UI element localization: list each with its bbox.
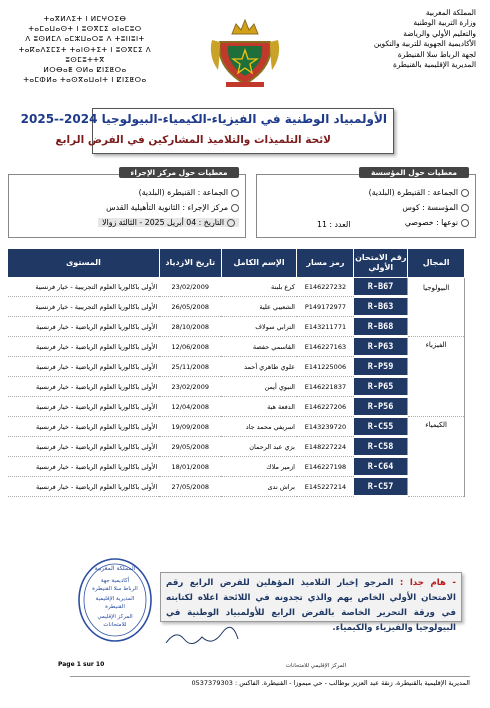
note-text: المرجو إخبار التلاميذ المؤهلين للفرض الرابع رقم الامتحان الأولي الخاص بهم والذي تجدونه في اللائحة اعلاه لكتابته في ورقة التحرير الخاصة بالفرض الرابع للأولمبياد الوطنية في البيولوجيا والفيزياء والكيمياء. [166,578,456,633]
institution-commune: الجماعة : القنيطرة (البلدية) [368,188,458,197]
massar-code: P149172977 [297,297,354,317]
ministry-header-arabic [326,8,476,70]
institution-count: العدد : 11 [317,220,351,229]
official-stamp-icon [76,556,154,644]
student-name: الدفعة هبة [221,397,297,417]
table-row [8,437,465,457]
massar-code: E146227198 [297,457,354,477]
ministry-header-tifinagh [10,14,160,85]
signature-icon [162,625,242,651]
student-name: القاسمي حفصة [221,337,297,357]
header-line: ⵜⴰⴳⵍⴷⵉⵜ ⵏ ⵍⵎⵖⵔⵉⴱ [43,14,127,23]
student-name: الشعيبي علية [221,297,297,317]
coat-of-arms-icon [206,12,284,90]
field-cell: الفيزياء [408,337,465,417]
exam-center-panel-header: معطيات حول مركز الإجراء [119,167,239,178]
table-row [8,397,465,417]
page-number: Page 1 sur 10 [58,661,105,668]
participants-table [7,248,465,498]
level: الأولى باكالوريا العلوم الرياضية - خيار فرنسية [8,377,160,397]
student-name: اسريفي محمد جاد [221,417,297,437]
document-title-box [20,108,394,154]
footer-center-label: المركز الإقليمي للامتحانات [285,663,347,669]
table-header-row [8,249,465,278]
institution-school: المؤسسة : كوس [402,203,458,212]
table-row [8,357,465,377]
table-row [8,457,465,477]
level: الأولى باكالوريا العلوم الرياضية - خيار فرنسية [8,317,160,337]
header-line: ⵜⴰⴽⴰⴷⵉⵎⵉⵜ ⵜⴰⵏⵙⵜⵉⵜ ⵏ ⵓⵙⴳⵎⵉ ⴷ ⵓⵙⵎⵓⵜⵜⴳ [18,44,152,64]
massar-code: E148227224 [297,437,354,457]
title-line-2: لائحة التلميذات والتلاميذ المشاركين في الفرض الرابع [55,134,331,146]
center-date: التاريخ : 04 أبريل 2025 - الثالثة زوالا [102,218,224,227]
level: الأولى باكالوريا العلوم التجريبية - خيار فرنسية [8,297,160,317]
column-header: الإسم الكامل [221,249,297,278]
birth-date: 28/10/2008 [159,317,221,337]
header-line: لجهة الرباط سلا القنيطرة [397,49,476,59]
exam-code: R-P56 [354,397,408,417]
birth-date: 23/02/2009 [159,377,221,397]
massar-code: E146227163 [297,337,354,357]
header-line: الأكاديمية الجهوية للتربية والتكوين [373,39,476,49]
birth-date: 25/11/2008 [159,357,221,377]
stamp-line: القنيطرة [105,604,125,610]
level: الأولى باكالوريا العلوم الرياضية - خيار فرنسية [8,477,160,497]
stamp-line: المركز الإقليمي [97,614,133,620]
birth-date: 12/04/2008 [159,397,221,417]
column-header: تاريخ الازدياد [159,249,221,278]
birth-date: 26/05/2008 [159,297,221,317]
header-line: المملكة المغربية [425,8,476,17]
level: الأولى باكالوريا العلوم الرياضية - خيار فرنسية [8,437,160,457]
birth-date: 29/05/2008 [159,437,221,457]
stamp-line: الرباط سلا القنيطرة [92,586,138,592]
column-header: المستوى [8,249,160,278]
level: الأولى باكالوريا العلوم الرياضية - خيار فرنسية [8,457,160,477]
column-header: رمز مسار [297,249,354,278]
student-name: بزي عبد الرحمان [221,437,297,457]
level: الأولى باكالوريا العلوم الرياضية - خيار فرنسية [8,337,160,357]
massar-code: E145227214 [297,477,354,497]
birth-date: 19/09/2008 [159,417,221,437]
table-row [8,477,465,497]
massar-code: E143211771 [297,317,354,337]
exam-code: R-C64 [354,457,408,477]
institution-school-row [402,203,469,212]
header-line: والتعليم الأولي والرياضة [403,28,476,38]
table-row [8,377,465,397]
table-row [8,337,465,357]
level: الأولى باكالوريا العلوم الرياضية - خيار فرنسية [8,357,160,377]
note-prefix: - هام جدا : [399,578,456,588]
radio-icon [231,189,239,197]
student-name: براش ندى [221,477,297,497]
radio-icon [461,204,469,212]
level: الأولى باكالوريا العلوم الرياضية - خيار فرنسية [8,417,160,437]
exam-code: R-B67 [354,278,408,297]
exam-center-panel [8,168,246,238]
institution-panel [256,168,476,238]
level: الأولى باكالوريا العلوم التجريبية - خيار فرنسية [8,278,160,297]
birth-date: 27/05/2008 [159,477,221,497]
field-cell: الكيمياء [408,417,465,497]
header-line: وزارة التربية الوطنية [413,18,476,28]
student-name: النبوي أيمن [221,377,297,397]
center-commune: الجماعة : القنيطرة (البلدية) [138,188,228,197]
radio-icon [231,204,239,212]
stamp-top-text: المملكة المغربية [94,565,136,572]
header-line: ⵍⵔⴱⴰⵟ ⵙⵍⴰ ⵇⵏⵉⵟⵔⴰ [43,65,127,75]
important-note-box [160,572,462,633]
massar-code: E143239720 [297,417,354,437]
exam-code: R-C55 [354,417,408,437]
birth-date: 23/02/2009 [159,278,221,297]
header-line: ⵜⴰⵎⵀⵍⴰ ⵜⴰⵙⴳⴰⵡⴰⵏⵜ ⵏ ⵇⵏⵉⵟⵔⴰ [23,75,147,85]
birth-date: 12/06/2008 [159,337,221,357]
table-row [8,278,465,297]
exam-code: R-P59 [354,357,408,377]
column-header: المجال [408,249,465,278]
student-name: كرع بلبنة [221,278,297,297]
exam-code: R-P63 [354,337,408,357]
massar-code: E146227206 [297,397,354,417]
level: الأولى باكالوريا العلوم الرياضية - خيار فرنسية [8,397,160,417]
institution-type: نوعها : خصوصي [404,218,458,227]
student-name: علوي طاهري أحمد [221,357,297,377]
exam-code: R-C58 [354,437,408,457]
footer-address: المديرية الإقليمية بالقنيطرة، زنقة عبد العزيز بوطالب - حي ميموزا - القنيطرة. الفاكس : 0537379303 [70,676,470,687]
center-date-row [98,218,239,227]
massar-code: E146227232 [297,278,354,297]
column-header: رقم الامتحان الأولي [354,249,408,278]
center-commune-row [139,188,239,197]
exam-code: R-B68 [354,317,408,337]
table-row [8,317,465,337]
center-name-row [106,203,239,212]
massar-code: E141225006 [297,357,354,377]
stamp-line: للامتحانات [103,622,127,628]
header-line: ⵜⴰⵎⴰⵡⴰⵙⵜ ⵏ ⵓⵙⴳⵎⵉ ⴰⵏⴰⵎⵓⵔ [28,24,142,34]
exam-code: R-C57 [354,477,408,497]
radio-icon [461,189,469,197]
table-row [8,417,465,437]
exam-code: R-B63 [354,297,408,317]
radio-icon [461,219,469,227]
student-name: ازمير ملاك [221,457,297,477]
radio-icon [227,219,235,227]
institution-type-row [405,218,469,227]
stamp-line: أكاديمية جهة [100,578,130,584]
institution-commune-row [369,188,469,197]
header-line: المديرية الإقليمية بالقنيطرة [392,60,476,70]
field-cell: البيولوجيا [408,278,465,337]
header-line: ⴷ ⵓⵙⵍⵎⴷ ⴰⵎⵣⵡⴰⵔⵓ ⴷ ⵜⵓⵏⵏⵓⵏⵜ [25,34,145,44]
institution-panel-header: معطيات حول المؤسسة [359,167,469,178]
center-name: مركز الإجراء : الثانوية التأهيلية القدس [106,203,228,212]
table-row [8,297,465,317]
title-line-1: الأولمبياد الوطنية في الفيزياء-الكيمياء-البيولوجيا 2024--2025 [20,112,387,126]
student-name: الترابي سولاف [221,317,297,337]
massar-code: E146221837 [297,377,354,397]
exam-code: R-P65 [354,377,408,397]
stamp-line: المديرية الإقليمية [95,596,135,602]
birth-date: 18/01/2008 [159,457,221,477]
